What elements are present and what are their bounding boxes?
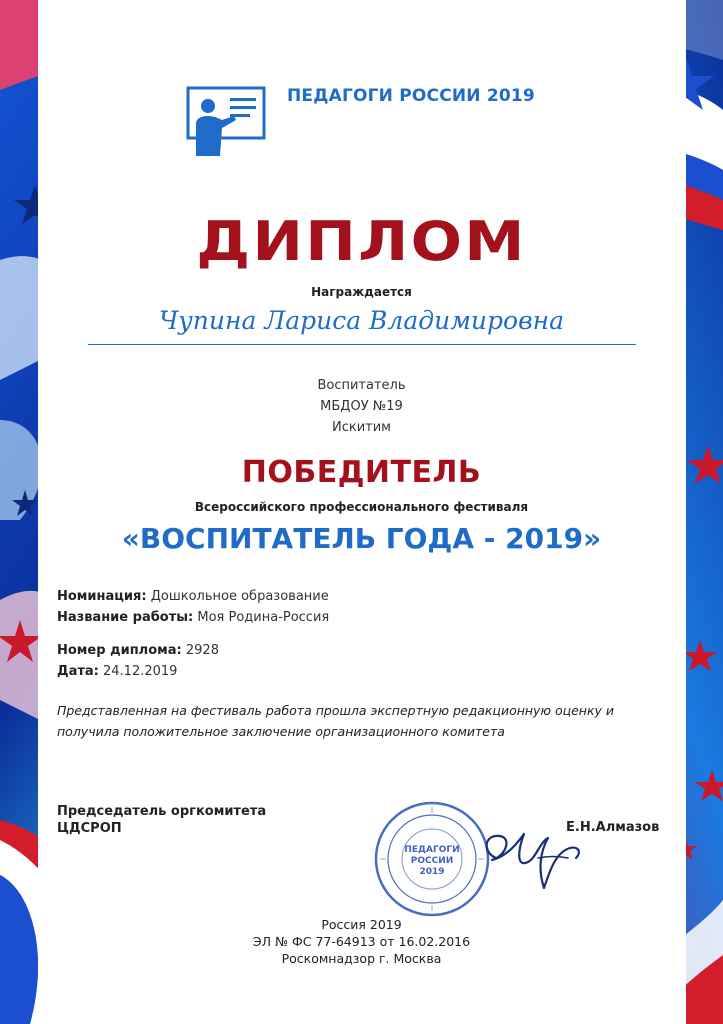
details-block [57,586,329,682]
festival-name: «ВОСПИТАТЕЛЬ ГОДА - 2019» [121,522,602,555]
work-title-value: Моя Родина-Россия [197,610,330,625]
recipient-position: Воспитатель [317,378,406,393]
date-row [57,661,329,682]
work-title-label: Название работы: [57,610,194,625]
footer-authority: Роскомнадзор г. Москва [281,951,442,966]
recipient-name: Чупина Лариса Владимировна [158,306,565,335]
chair-title: Председатель оргкомитета [57,804,267,819]
brand-title: ПЕДАГОГИ РОССИИ 2019 [287,86,535,106]
footer-registration: ЭЛ № ФС 77-64913 от 16.02.2016 [252,934,471,949]
status-heading: ПОБЕДИТЕЛЬ [241,455,482,490]
nomination-row [57,586,329,607]
diploma-number-label: Номер диплома: [57,643,182,658]
stamp-line3: 2019 [419,867,445,877]
date-value: 24.12.2019 [103,664,178,679]
chair-block [57,803,266,837]
date-label: Дата: [57,664,99,679]
expert-note: Представленная на фестиваль работа прошла экспертную редакционную оценку и получила положительное заключение организационного комитета [57,703,615,739]
recipient-position-block [0,375,723,438]
official-stamp [373,800,491,918]
footer-block [0,916,723,967]
stamp-line1: ПЕДАГОГИ [404,845,460,855]
signer-name: Е.Н.Алмазов [566,820,660,835]
recipient-underline [88,344,636,345]
footer-country: Россия 2019 [321,917,402,932]
recipient-city: Искитим [331,420,391,435]
chair-organization: ЦДСРОП [57,821,122,836]
nomination-value: Дошкольное образование [150,589,329,604]
recipient-organization: МБДОУ №19 [320,399,403,414]
nomination-label: Номинация: [57,589,147,604]
work-title-row [57,607,329,628]
festival-description: Всероссийского профессионального фестиваля [194,500,529,514]
diploma-number-value: 2928 [185,643,219,658]
teacher-board-icon [186,86,266,156]
diploma-number-row [57,640,329,661]
certificate-title: ДИПЛОМ [196,210,527,273]
stamp-line2: РОССИИ [410,856,454,866]
awarded-label: Награждается [311,285,412,299]
